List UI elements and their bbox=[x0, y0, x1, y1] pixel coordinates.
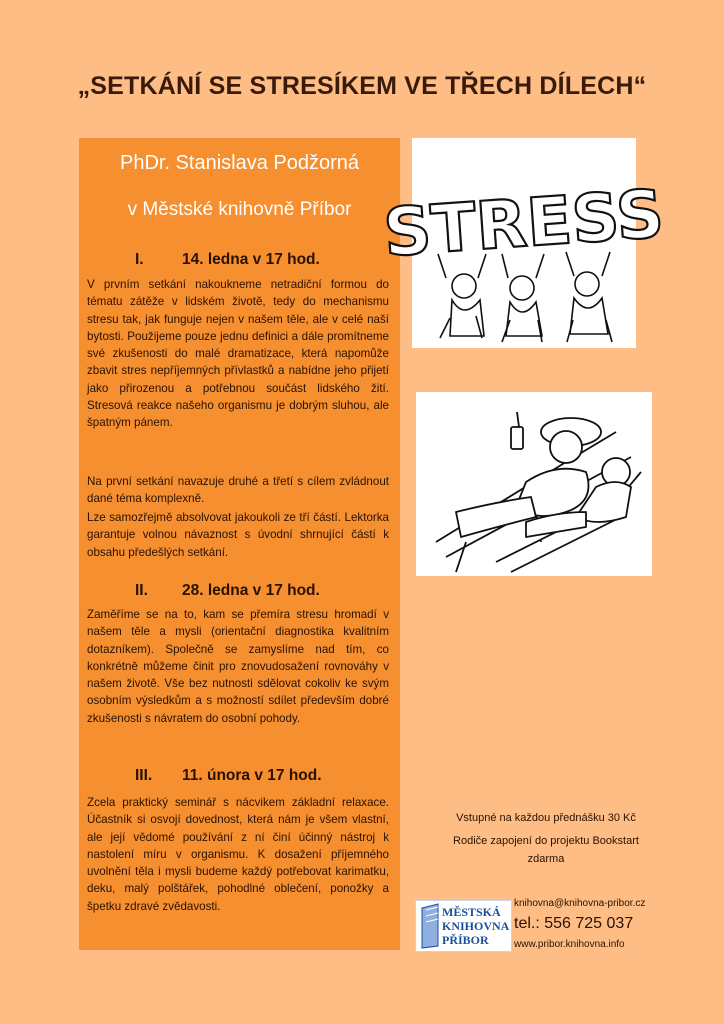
logo-text: MĚSTSKÁ KNIHOVNA PŘÍBOR bbox=[442, 905, 510, 947]
bookstart-info: Rodiče zapojení do projektu Bookstart bbox=[453, 835, 639, 847]
session-date: 11. února v 17 hod. bbox=[182, 767, 322, 784]
bookstart-free: zdarma bbox=[527, 853, 565, 865]
program-panel bbox=[79, 138, 400, 950]
stress-illustration bbox=[381, 138, 667, 348]
session-1-note: Lze samozřejmě absolvovat jakoukoli ze tří částí. Lektorka garantuje volnou návaznost s úvodní shrnující částí k obsahu předešlých setkání. bbox=[87, 511, 389, 559]
session-3-text: Zcela praktický seminář s nácvikem základní relaxace. Účastník si osvojí dovednost, která nám je všem vlastní, ale její vědomé používání z ní činí účinný nástroj k nastolení míru v organismu. K dosažení příjemného uvolnění těla i mysli budeme každý potřebovat karimatku, deku, malý polštářek, pohodlné oblečení, ponožky a špetku zdravé zvědavosti. bbox=[87, 796, 389, 913]
contact-phone: tel.: 556 725 037 bbox=[514, 915, 634, 932]
fee-info: Vstupné na každou přednášku 30 Kč bbox=[456, 812, 636, 824]
session-number: III. bbox=[135, 767, 153, 784]
contact-website[interactable]: www.pribor.knihovna.info bbox=[514, 939, 625, 950]
book-icon bbox=[418, 902, 442, 950]
page-title: „SETKÁNÍ SE STRESÍKEM VE TŘECH DÍLECH“ bbox=[77, 72, 647, 100]
library-logo bbox=[415, 900, 512, 952]
session-date: 28. ledna v 17 hod. bbox=[182, 582, 320, 599]
session-3-heading bbox=[79, 767, 400, 791]
session-1-text: V prvním setkání nakoukneme netradiční formou do tématu zátěže v lidském životě, tedy do mechanismu stresu tak, jak funguje nejen v našem těle, ale v celé naší bytosti. Použijeme pouze jednu definici a dále promítneme své zkušenosti do malé dramatizace, která napomůže zbavit stres nepříjemných přívlastků a nabídne jeho přijetí jako přirozenou a potřebnou součást lidského žití. Stresová reakce našeho organismu je dobrým sluhou, ale špatným pánem. bbox=[87, 278, 389, 430]
contact-email[interactable]: knihovna@knihovna-pribor.cz bbox=[514, 898, 646, 909]
stress-word: STRESS bbox=[381, 175, 667, 272]
session-number: I. bbox=[135, 251, 144, 268]
relaxing-illustration bbox=[416, 392, 652, 576]
session-date: 14. ledna v 17 hod. bbox=[182, 251, 320, 268]
session-2-heading bbox=[79, 582, 400, 606]
session-1-followup: Na první setkání navazuje druhé a třetí s cílem zvládnout dané téma komplexně. bbox=[87, 475, 389, 506]
session-number: II. bbox=[135, 582, 148, 599]
session-1-heading bbox=[79, 251, 400, 275]
author-name: PhDr. Stanislava Podžorná bbox=[119, 152, 360, 174]
session-2-text: Zaměříme se na to, kam se přemíra stresu hromadí v našem těle a mysli (orientační diagnostika kvalitním dotazníkem). Společně se zamyslíme nad tím, co konkrétně můžeme činit pro znovudosažení rovnováhy v našem životě. Vše bez nutnosti sdělovat cokoliv ke svým osobním výsledkům a s možností sdílet především dobré zkušenosti s návratem do osobní pohody. bbox=[87, 608, 389, 725]
venue: v Městské knihovně Příbor bbox=[127, 199, 352, 220]
